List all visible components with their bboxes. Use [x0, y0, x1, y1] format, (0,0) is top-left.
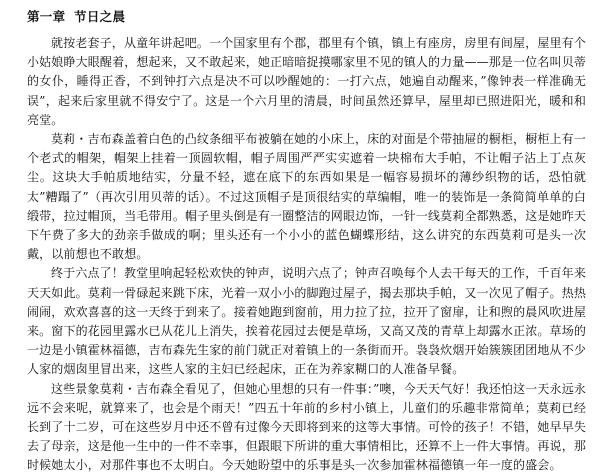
paragraph-3: 终于六点了！教堂里响起轻松欢快的钟声，说明六点了；钟声召唤每个人去干每天的工作，千百年来天天如此。莫莉一骨碌起来跳下床，光着一双小小的脚跑过屋子，揭去那块手帕，又一次见了帽子。热热闹闹，欢欢喜喜的这一天终于到来了。接着她跑到窗前，用力拉了拉，拉开了窗扉，让和煦的晨风吹进屋来。窗下的花园里露水已从花儿上消失，挨着花园过去便是草场，又高又茂的青草上却露水正浓。草场的一边是小镇霍林福德，吉布森先生家的前门就正对着镇上的一条街而开。袅袅炊烟开始簇簇团团地从不少人家的烟囱里冒出来，这些人家的主妇已经起床，正在为养家糊口的人准备早餐。: [27, 266, 586, 377]
chapter-title: 第一章 节日之晨: [27, 9, 126, 24]
paragraph-2: 莫莉・吉布森盖着白色的凸纹条细平布被躺在她的小床上，床的对面是个带抽屉的橱柜，橱柜上有一个老式的帽架，帽架上挂着一顶圆软帽，帽子周围严严实实遮着一块棉布大手帕，不让帽子沾上丁点灰尘。这块大手帕质地结实，分量不轻，遮在底下的东西如果是一幅容易损坏的薄纱织物的话，恐怕就太”糟蹋了”（再次引用贝蒂的话）。不过这顶帽子是顶很结实的草编帽，唯一的装饰是一条简简单单的白缎带，拉过帽顶，当毛带用。帽子里头倒是有一圈整洁的网眼边饰，一针一线莫莉全都熟悉，这是她昨天下午费了多大的劲亲手做成的啊；里头还有一个小小的蓝色蝴蝶形结，这么讲究的东西莫莉可是头一次戴，以前想也不敢想。: [27, 132, 586, 262]
paragraph-4: 这些景象莫莉・吉布森全看见了，但她心里想的只有一件事：”噢，今天天气好！我还怕这一天永远永远不会来呢，就算来了，也会是个雨天！”四五十年前的乡村小镇上，儿童们的乐趣非常简单；莫莉已经长到了十二岁，可在这些岁月中还不曾有过像今天即将到来的这等大事情。可怜的孩子！不错，她早早失去了母亲，这是他一生中的一件不幸事，但跟眼下所讲的重大事情相比，还算不上一件大事情。再说，那时候她太小，对那件事也不太明白。今天她盼望中的乐事是头一次参加霍林福德镇一年一度的盛会。: [27, 381, 586, 473]
paragraph-1: 就按老套子，从童年讲起吧。一个国家里有个郡，郡里有个镇，镇上有座房，房里有间屋，屋里有个小姑娘睁大眼醒着，想起来，又不敢起来，她正暗暗捉摸哪家里不见的镇人的力量——那是一位名叫贝蒂的女仆，睡得正香，不到钟打六点是决不可以吵醒她的：一打六点，她遍自动醒来，”像钟表一样准确无误”，起来后家里就不得安宁了。这是一个六月里的清晨，时间虽然还算早，屋里却已照进阳光，暖和和亮堂。: [27, 36, 586, 127]
chapter-body: [27, 34, 586, 476]
